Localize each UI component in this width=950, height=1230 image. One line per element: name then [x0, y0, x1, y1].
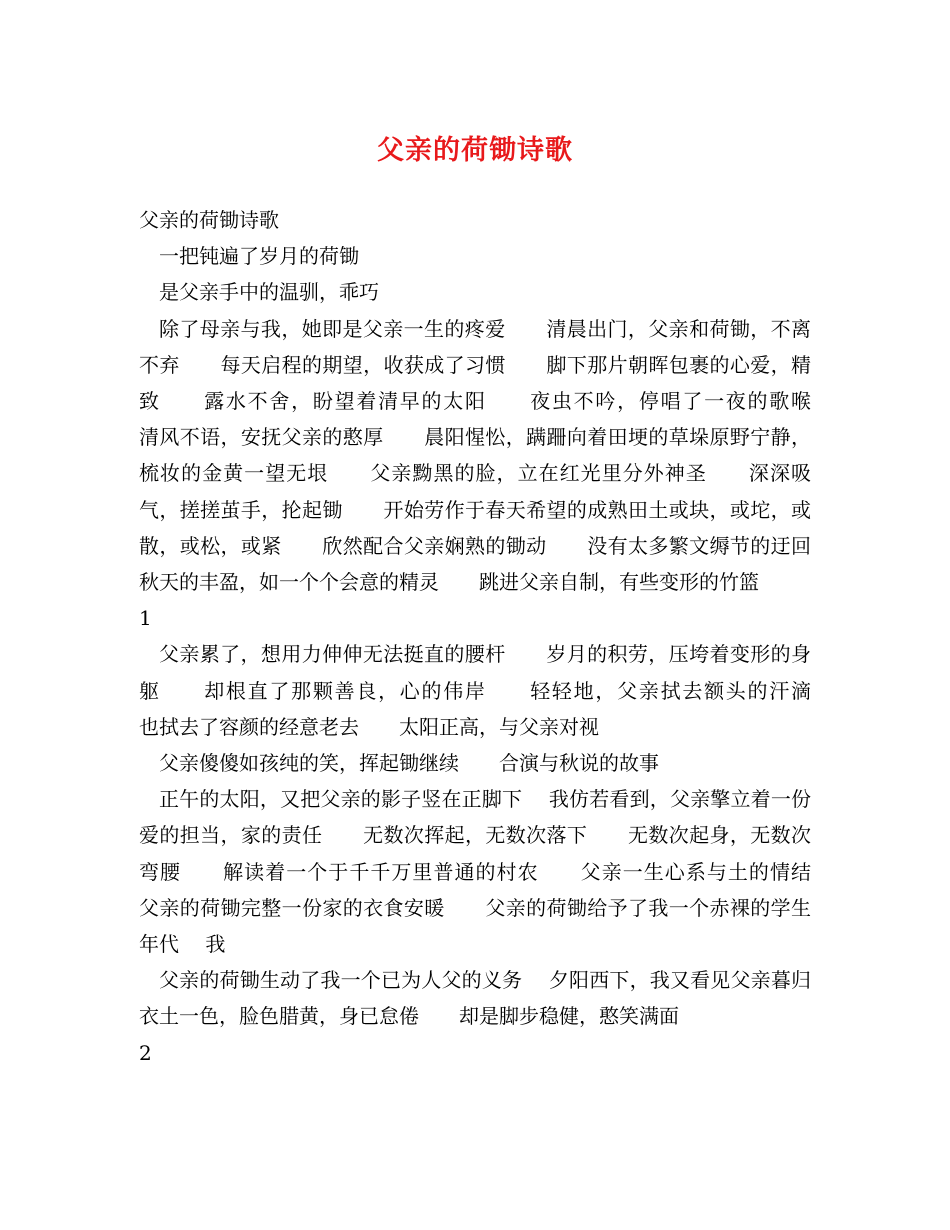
- paragraph: 父亲的荷锄生动了我一个已为人父的义务 夕阳西下，我又看见父亲暮归 衣土一色，脸色腊黄，身已怠倦 却是脚步稳健，憨笑满面: [139, 968, 851, 1029]
- page-number: 1: [139, 606, 152, 631]
- paragraph: 父亲傻傻如孩纯的笑，挥起锄继续 合演与秋说的故事: [159, 751, 659, 776]
- paragraph: 是父亲手中的温驯，乖巧: [159, 280, 379, 305]
- paragraph: 一把钝遍了岁月的荷锄: [159, 244, 359, 269]
- document-body: [139, 202, 851, 1071]
- paragraph: 正午的太阳，又把父亲的影子竖在正脚下 我仿若看到，父亲擎立着一份 爱的担当，家的责任 无数次挥起，无数次落下 无数次起身，无数次弯腰 解读着一个于千千万里普通的村农 父亲一生心系与土的情结 父亲的荷锄完整一份家的衣食安暖 父亲的荷锄给予了我一个赤裸的学生年代 我: [139, 787, 851, 957]
- page-number: 2: [139, 1040, 152, 1065]
- paragraph: 除了母亲与我，她即是父亲一生的疼爱 清晨出门，父亲和荷锄，不离不弃 每天启程的期望，收获成了习惯 脚下那片朝晖包裹的心爱，精致 露水不舍，盼望着清早的太阳 夜虫不吟，停唱了一夜的歌喉 清风不语，安抚父亲的憨厚 晨阳惺忪，蹒跚向着田埂的草垛原野宁静，梳妆的金黄一望无垠 父亲黝黑的脸，立在红光里分外神圣 深深吸气，搓搓茧手，抡起锄 开始劳作于春天希望的成熟田土或块，或坨，或散，或松，或紧 欣然配合父亲娴熟的锄动 没有太多繁文缛节的迂回 秋天的丰盈，如一个个会意的精灵 跳进父亲自制，有些变形的竹篮: [139, 316, 851, 595]
- document-title: 父亲的荷锄诗歌: [377, 135, 573, 166]
- paragraph: 父亲的荷锄诗歌: [139, 208, 279, 232]
- paragraph: 父亲累了，想用力伸伸无法挺直的腰杆 岁月的积劳，压垮着变形的身躯 却根直了那颗善良，心的伟岸 轻轻地，父亲拭去额头的汗滴 也拭去了容颜的经意老去 太阳正高，与父亲对视: [139, 642, 851, 739]
